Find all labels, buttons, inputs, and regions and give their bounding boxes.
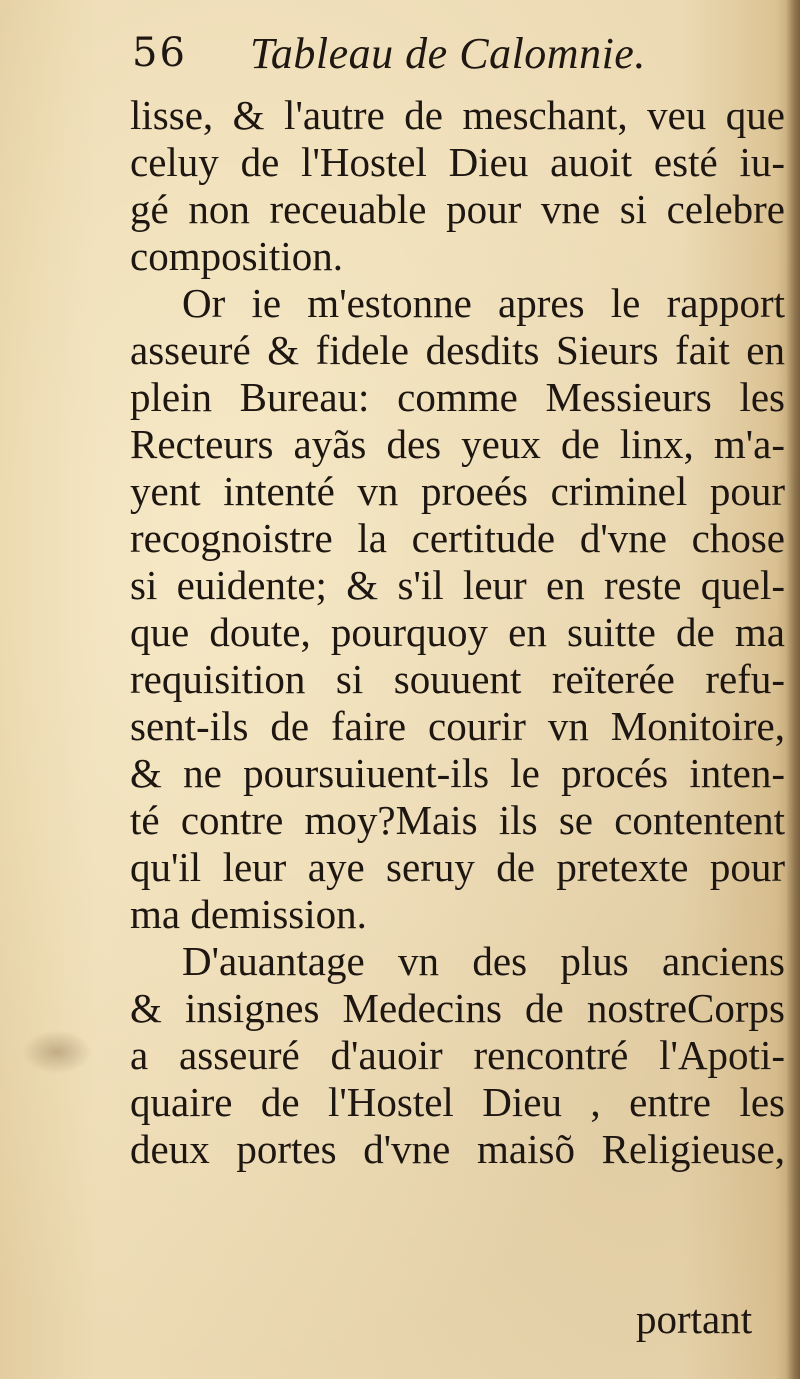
paragraph-start-line: D'auantage vn des plus anciens — [182, 938, 785, 984]
text-line: qu'il leur aye seruy de pretexte pour — [130, 844, 785, 890]
catchword: portant — [636, 1296, 753, 1342]
text-line: té contre moy?Mais ils se contentent — [130, 797, 785, 843]
text-line: asseuré & fidele desdits Sieurs fait en — [130, 327, 785, 373]
text-line: & ne poursuiuent-ils le procés inten- — [130, 750, 785, 796]
text-line: requisition si souuent reïterée refu- — [130, 656, 785, 702]
body-text — [130, 92, 785, 1173]
page-stain — [22, 1030, 92, 1074]
text-line: a asseuré d'auoir rencontré l'Apoti- — [130, 1032, 785, 1078]
text-line: quaire de l'Hostel Dieu , entre les — [130, 1079, 785, 1125]
text-line: lisse, & l'autre de meschant, veu que — [130, 92, 785, 138]
text-line: & insignes Medecins de nostreCorps — [130, 985, 785, 1031]
text-line: plein Bureau: comme Messieurs les — [130, 374, 785, 420]
text-line: deux portes d'vne maisõ Religieuse, — [130, 1126, 785, 1172]
text-line: que doute, pourquoy en suitte de ma — [130, 609, 785, 655]
text-line: ma demission. — [130, 891, 367, 937]
paragraph-start-line: Or ie m'estonne apres le rapport — [182, 280, 785, 326]
text-line: Recteurs ayãs des yeux de linx, m'a- — [130, 421, 785, 467]
text-line: composition. — [130, 233, 343, 279]
text-line: gé non receuable pour vne si celebre — [130, 186, 785, 232]
running-head — [132, 22, 752, 82]
text-line: recognoistre la certitude d'vne chose — [130, 515, 785, 561]
text-line: yent intenté vn proeés criminel pour — [130, 468, 785, 514]
page-gutter-shadow — [786, 0, 800, 1379]
text-line: sent-ils de faire courir vn Monitoire, — [130, 703, 785, 749]
page-number: 56 — [132, 30, 187, 76]
text-line: celuy de l'Hostel Dieu auoit esté iu- — [130, 139, 785, 185]
running-title: Tableau de Calomnie. — [250, 29, 646, 78]
text-line: si euidente; & s'il leur en reste quel- — [130, 562, 785, 608]
